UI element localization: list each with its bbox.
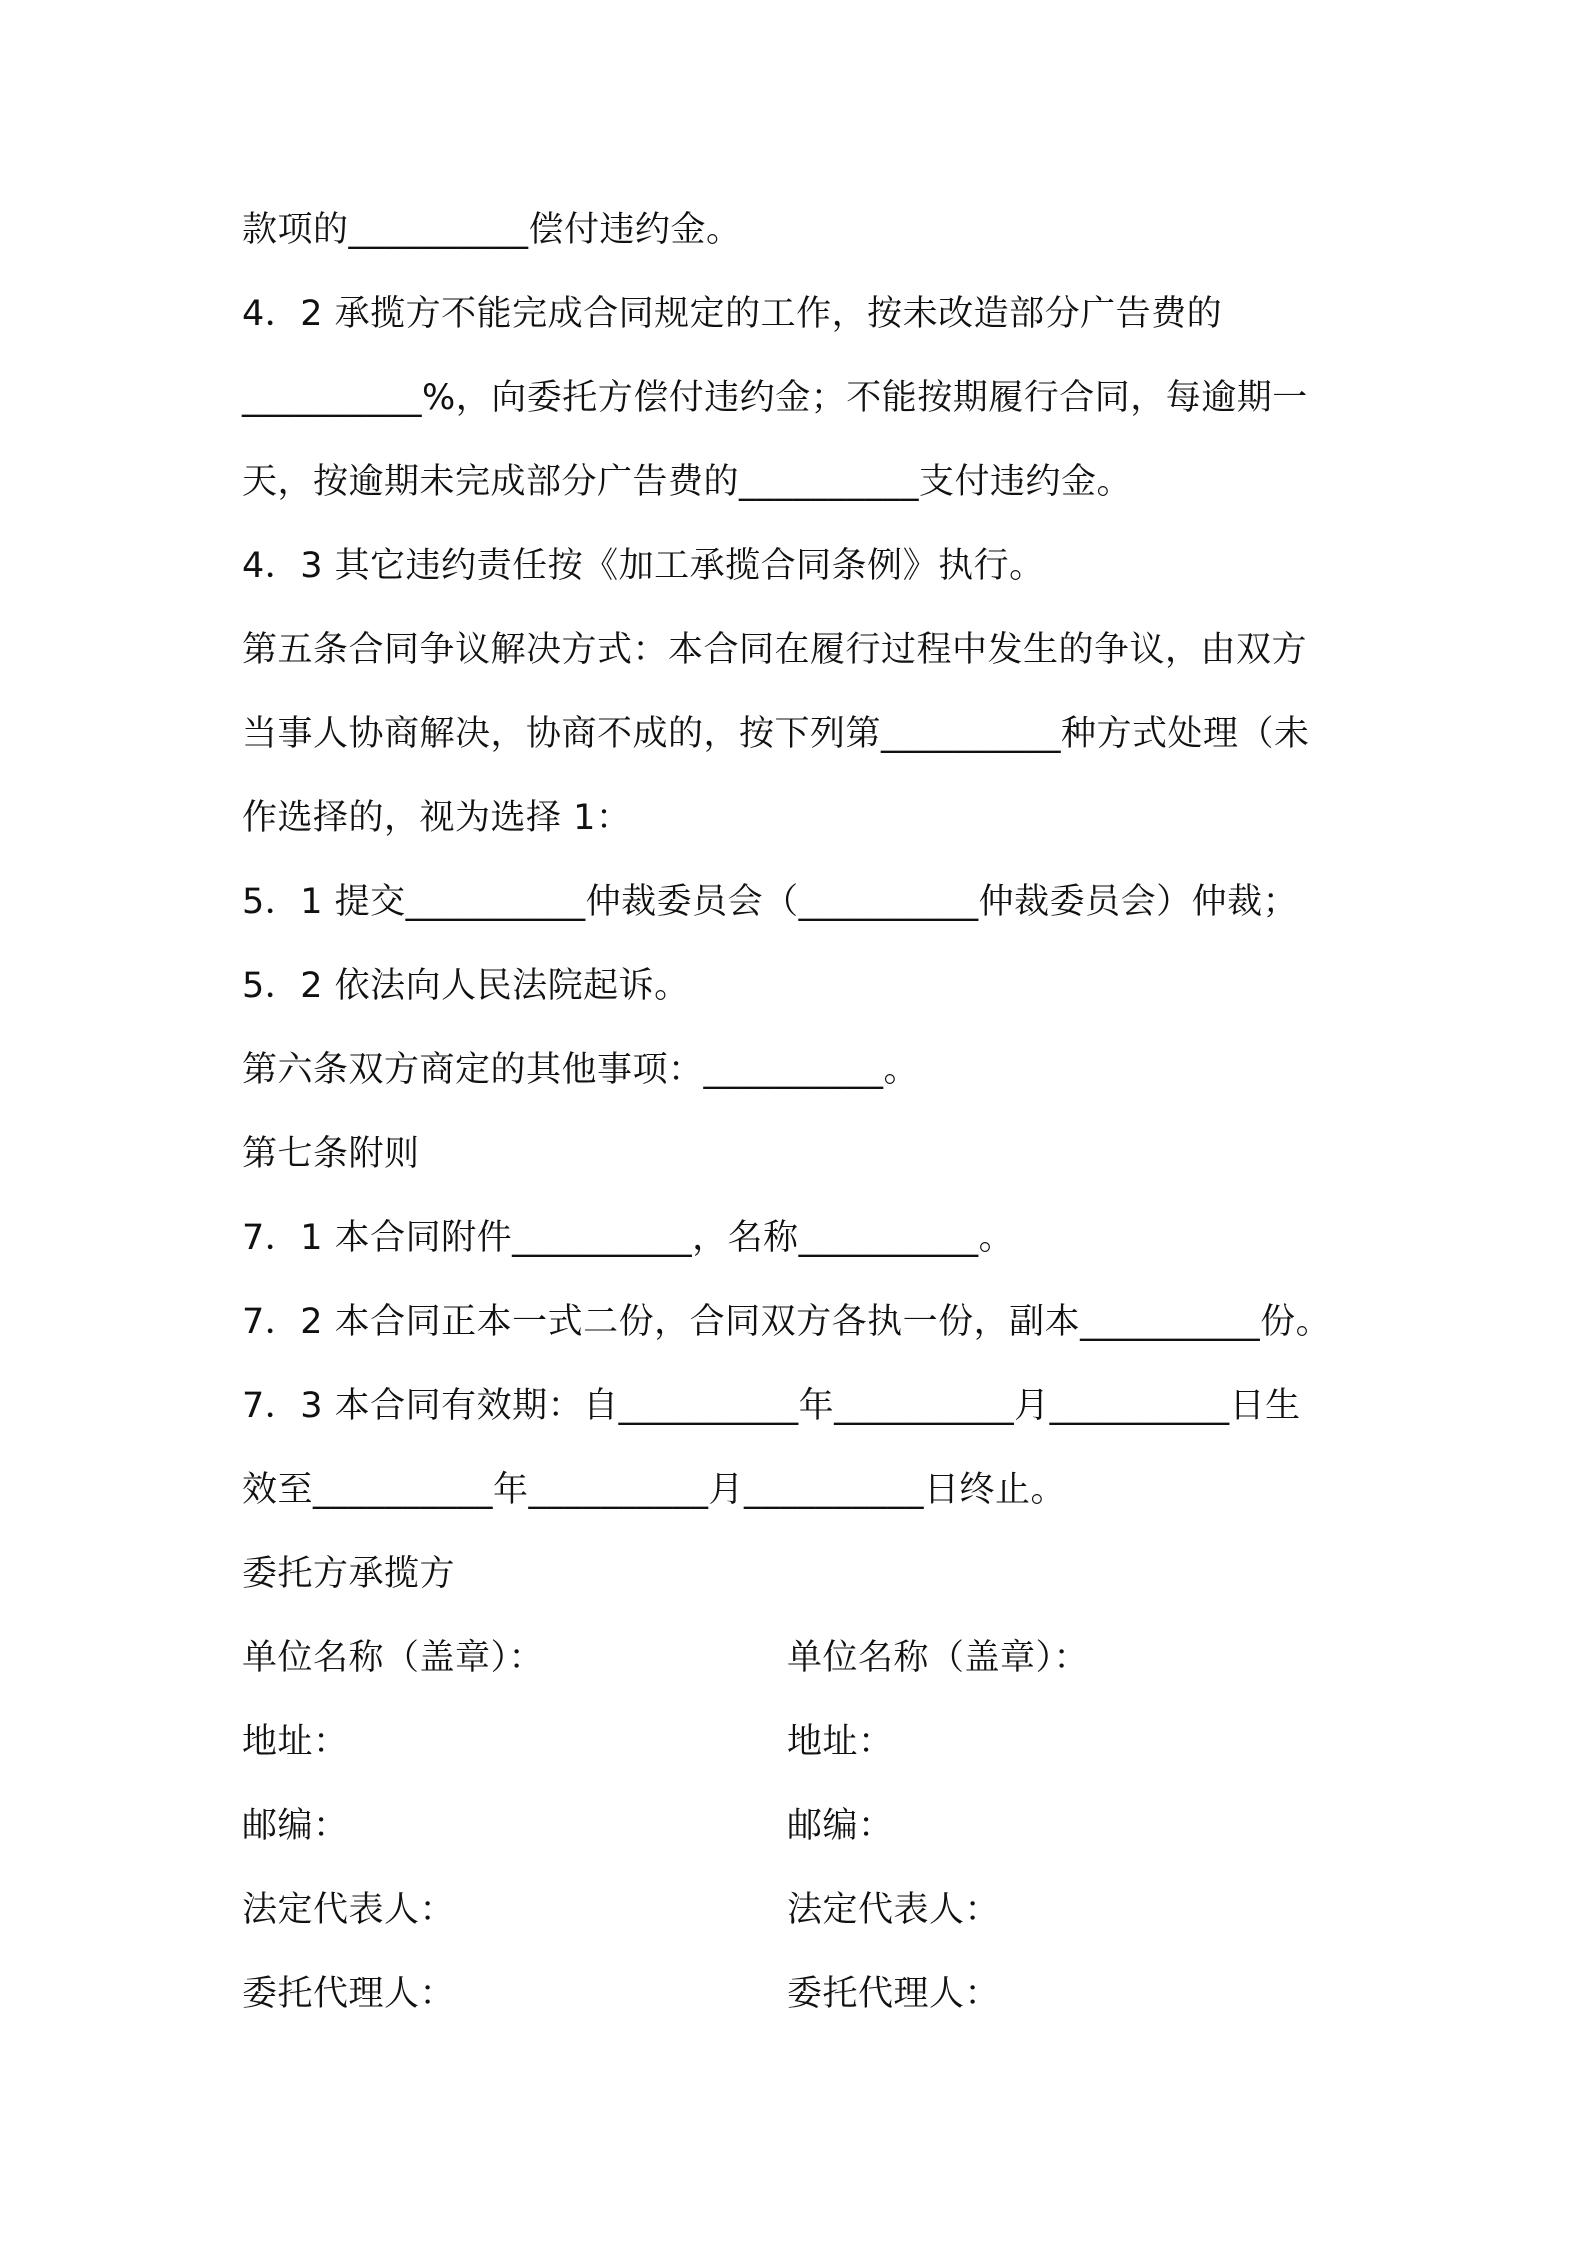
- text-line-11: 第六条双方商定的其他事项：__________。: [242, 1050, 920, 1090]
- signature-right-postcode: 邮编：: [787, 1806, 894, 1846]
- text-line-10: 5．2 依法向人民法院起诉。: [242, 966, 690, 1006]
- signature-left-unit: 单位名称（盖章）：: [242, 1638, 545, 1678]
- signature-right-legal-representative: 法定代表人：: [787, 1890, 1001, 1930]
- text-line-12: 第七条附则: [242, 1134, 420, 1174]
- text-line-15: 7．3 本合同有效期：自__________年__________月__________日生: [242, 1386, 1301, 1426]
- text-line-9: 5．1 提交__________仲裁委员会（__________仲裁委员会）仲裁；: [242, 882, 1299, 922]
- text-line-8: 作选择的，视为选择 1：: [242, 798, 632, 838]
- text-line-13: 7．1 本合同附件__________，名称__________。: [242, 1218, 1015, 1258]
- text-line-4: 天，按逾期未完成部分广告费的__________支付违约金。: [242, 462, 1133, 502]
- text-line-1: 款项的__________偿付违约金。: [242, 210, 742, 250]
- text-line-7: 当事人协商解决，协商不成的，按下列第__________种方式处理（未: [242, 714, 1310, 754]
- signature-left-postcode: 邮编：: [242, 1806, 349, 1846]
- text-line-16: 效至__________年__________月__________日终止。: [242, 1470, 1067, 1510]
- signature-right-address: 地址：: [787, 1722, 894, 1762]
- signature-right-agent: 委托代理人：: [787, 1974, 1001, 2014]
- signature-right-unit: 单位名称（盖章）：: [787, 1638, 1090, 1678]
- text-line-14: 7．2 本合同正本一式二份，合同双方各执一份，副本__________份。: [242, 1302, 1332, 1342]
- signature-left-agent: 委托代理人：: [242, 1974, 456, 2014]
- text-line-6: 第五条合同争议解决方式：本合同在履行过程中发生的争议，由双方: [242, 630, 1308, 670]
- signature-left-legal-representative: 法定代表人：: [242, 1890, 456, 1930]
- text-line-2: 4．2 承揽方不能完成合同规定的工作，按未改造部分广告费的: [242, 294, 1223, 334]
- text-line-3: __________%，向委托方偿付违约金；不能按期履行合同，每逾期一: [242, 378, 1308, 418]
- text-line-17: 委托方承揽方: [242, 1554, 456, 1594]
- signature-left-address: 地址：: [242, 1722, 349, 1762]
- text-line-5: 4．3 其它违约责任按《加工承揽合同条例》执行。: [242, 546, 1045, 586]
